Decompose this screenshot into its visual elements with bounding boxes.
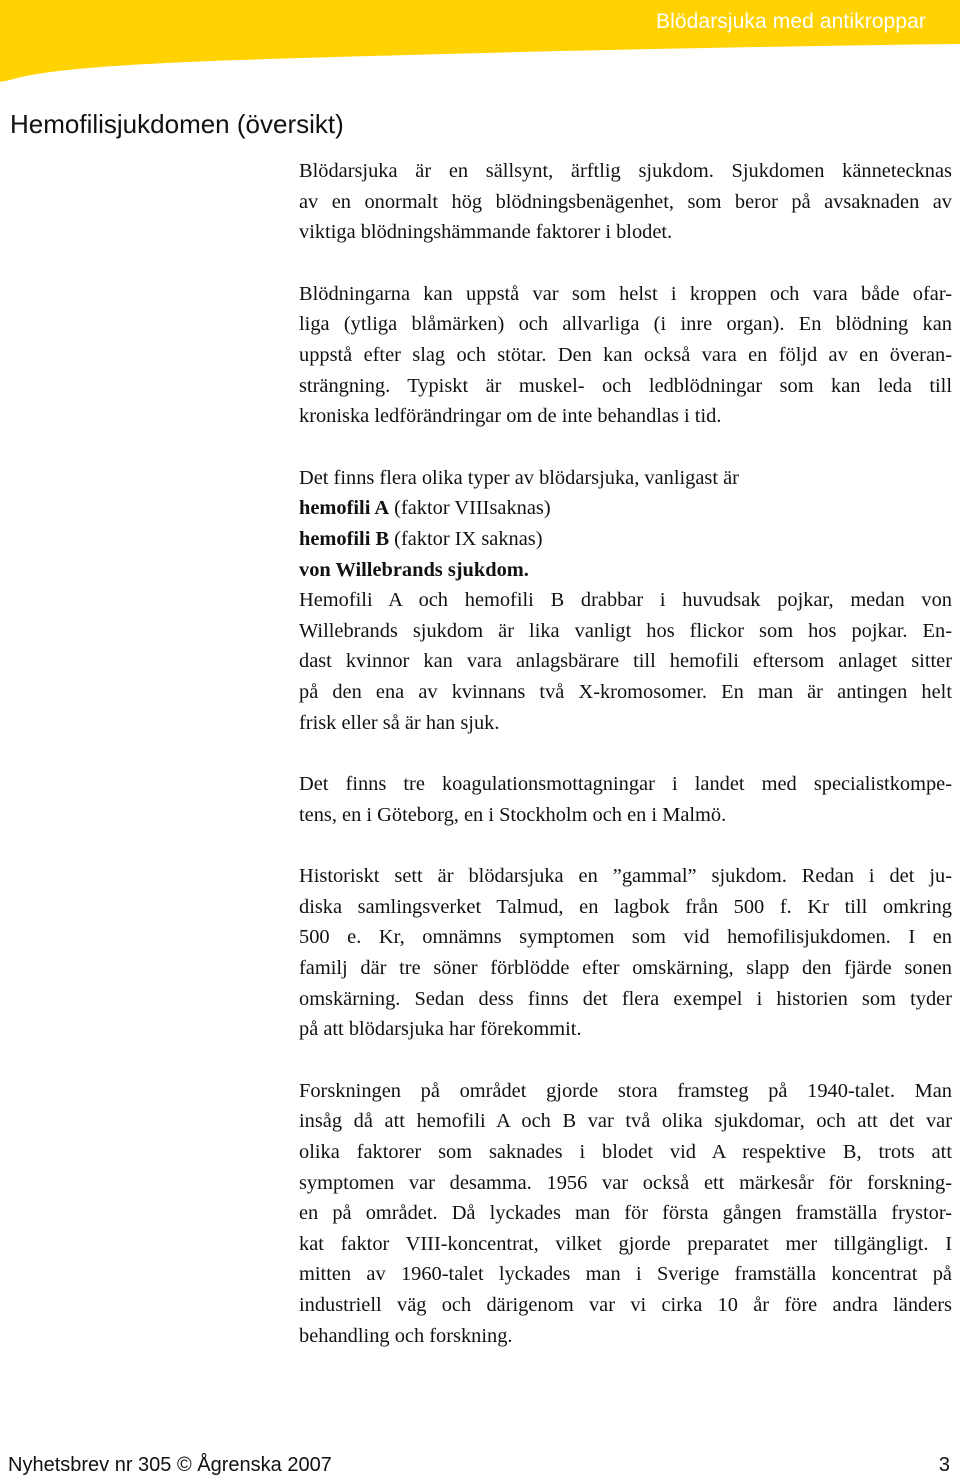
header-title: Blödarsjuka med antikroppar [655, 10, 926, 33]
text-line: kat faktor VIII-koncentrat, vilket gjorde preparatet mer tillgängligt. I [299, 1232, 952, 1255]
paragraph-intro [299, 156, 952, 248]
footer-publication: Nyhetsbrev nr 305 © Ågrenska 2007 [8, 1454, 332, 1476]
text-line: liga (ytliga blåmärken) och allvarliga (i inre organ). En blödning kan [299, 313, 952, 336]
type-hemofili-a [299, 493, 952, 524]
paragraph-inheritance [299, 585, 952, 738]
text-line: en på området. Då lyckades man för första gången framställa frystor- [299, 1202, 952, 1225]
text-line: Blödarsjuka är en sällsynt, ärftlig sjukdom. Sjukdomen kännetecknas [299, 160, 952, 182]
types-intro: Det finns flera olika typer av blödarsjuka, vanligast är [299, 466, 739, 489]
text-line: dast kvinnor kan vara anlagsbärare till hemofili eftersom anlaget sitter [299, 650, 952, 673]
type-description: (faktor VIIIsaknas) [389, 497, 551, 520]
text-line: strängning. Typiskt är muskel- och ledblödningar som kan leda till [299, 374, 952, 397]
text-line: mitten av 1960-talet lyckades man i Sverige framställa koncentrat på [299, 1263, 952, 1286]
text-line: kroniska ledförändringar om de inte behandlas i tid. [299, 405, 722, 428]
type-hemofili-b [299, 524, 952, 555]
page-title: Hemofilisjukdomen (översikt) [10, 109, 344, 139]
paragraph-history [299, 861, 952, 1045]
text-line: Blödningarna kan uppstå var som helst i kroppen och vara både ofar- [299, 282, 952, 305]
text-line: familj där tre söner förblödde efter omskärning, slapp den fjärde sonen [299, 957, 952, 980]
paragraph-bleeding [299, 279, 952, 432]
text-line: på den ena av kvinnans två X-kromosomer. En man är antingen helt [299, 680, 952, 703]
text-line: symptomen var desamma. 1956 var också ett märkesår för forskning- [299, 1171, 952, 1194]
text-line: Hemofili A och hemofili B drabbar i huvudsak pojkar, medan von [299, 589, 952, 612]
text-line: diska samlingsverket Talmud, en lagbok från 500 f. Kr till omkring [299, 895, 952, 918]
footer-page-number: 3 [938, 1454, 950, 1476]
text-line: frisk eller så är han sjuk. [299, 711, 500, 734]
text-line: olika faktorer som saknades i blodet vid A respektive B, trots att [299, 1141, 952, 1164]
type-name: hemofili A [299, 497, 390, 520]
type-von-willebrand [299, 555, 952, 586]
type-description: (faktor IX saknas) [389, 527, 543, 550]
text-line: 500 e. Kr, omnämns symptomen som vid hemofilisjukdomen. I en [299, 926, 952, 949]
text-line: Historiskt sett är blödarsjuka en ”gammal” sjukdom. Redan i det ju- [299, 865, 952, 888]
text-line: industriell väg och därigenom var vi cirka 10 år före andra länders [299, 1294, 952, 1316]
text-line: behandling och forskning. [299, 1324, 513, 1347]
text-line: tens, en i Göteborg, en i Stockholm och en i Malmö. [299, 803, 727, 826]
header-band [0, 0, 960, 82]
text-line: insåg då att hemofili A och B var två olika sjukdomar, och att det var [299, 1110, 952, 1133]
paragraph-clinics [299, 769, 952, 830]
paragraph-research [299, 1076, 952, 1351]
type-name: hemofili B [299, 527, 390, 550]
text-line: viktiga blödningshämmande faktorer i blodet. [299, 221, 673, 244]
text-line: Det finns tre koagulationsmottagningar i landet med specialistkompe- [299, 773, 952, 796]
text-line: Forskningen på området gjorde stora framsteg på 1940-talet. Man [299, 1079, 952, 1102]
text-line: Willebrands sjukdom är lika vanligt hos flickor som hos pojkar. En- [299, 619, 952, 642]
article-body [299, 156, 952, 1351]
hemophilia-types-list [299, 463, 952, 585]
text-line: uppstå efter slag och stötar. Den kan också vara en följd av en överan- [299, 343, 952, 366]
text-line: av en onormalt hög blödningsbenägenhet, som beror på avsaknaden av [299, 190, 952, 213]
type-name: von Willebrands sjukdom. [299, 558, 529, 581]
text-line: på att blödarsjuka har förekommit. [299, 1018, 582, 1041]
text-line: omskärning. Sedan dess finns det flera exempel i historien som tyder [299, 987, 952, 1010]
